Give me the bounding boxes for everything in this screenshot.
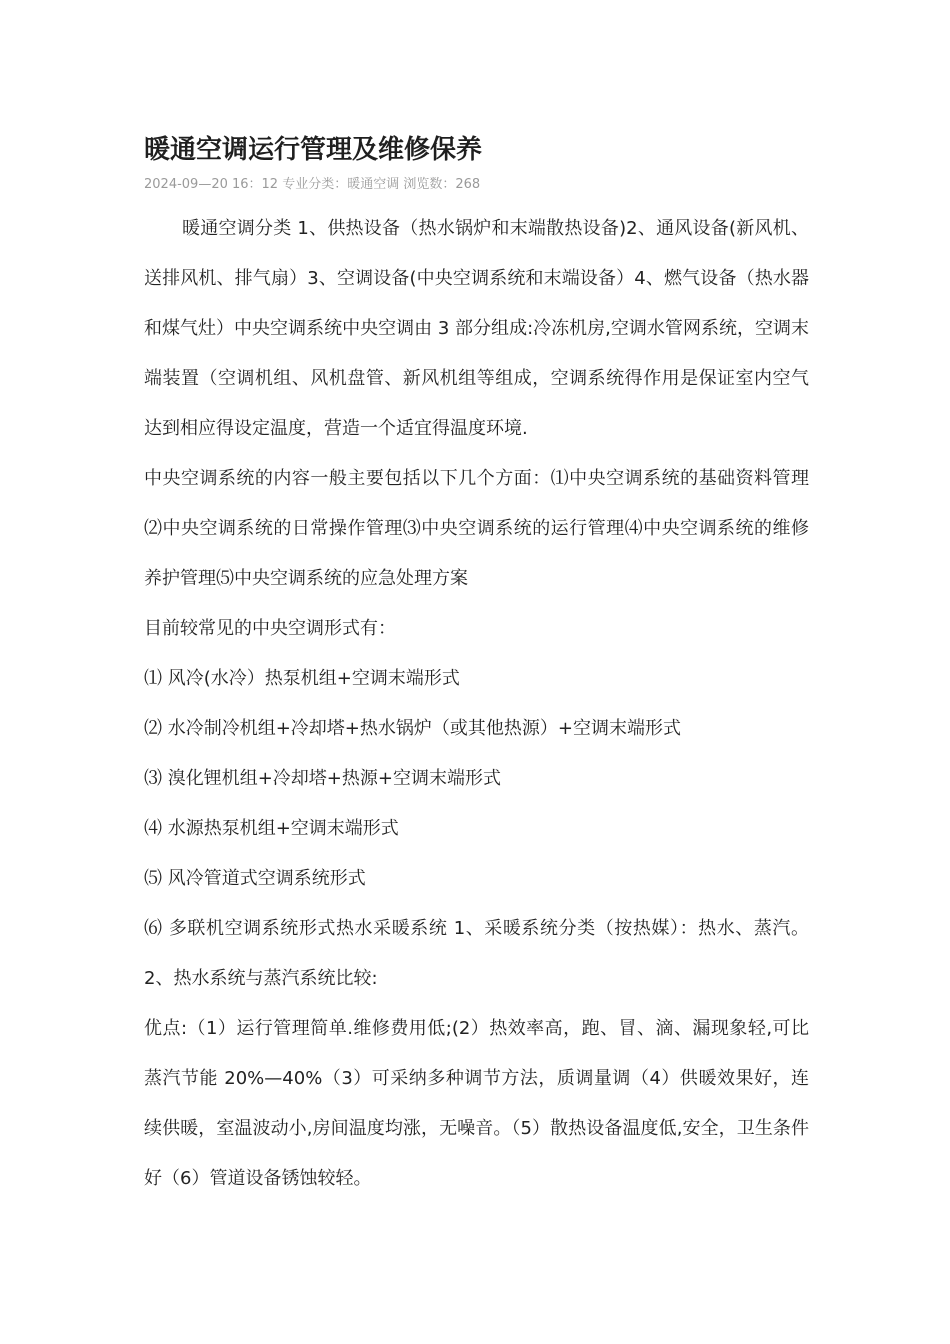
paragraph-hvac-classification: 暖通空调分类 1、供热设备（热水锅炉和末端散热设备)2、通风设备(新风机、送排风机、排气扇）3、空调设备(中央空调系统和末端设备）4、燃气设备（热水器和煤气灶）中央空调系统中央空调由 3 部分组成:冷冻机房,空调水管网系统，空调末端装置（空调机组、风机盘管、新风机组等组成，空调系统得作用是保证室内空气达到相应得设定温度，营造一个适宜得温度环境. xyxy=(144,218,809,439)
list-item-form-4: ⑷ 水源热泵机组+空调末端形式 xyxy=(144,818,399,839)
list-item-form-6: ⑹ 多联机空调系统形式热水采暖系统 1、采暖系统分类（按热媒）：热水、蒸汽。2、热水系统与蒸汽系统比较: xyxy=(144,918,809,989)
paragraph-common-forms-heading: 目前较常见的中央空调形式有： xyxy=(144,618,396,639)
list-item-form-1: ⑴ 风冷(水冷）热泵机组+空调末端形式 xyxy=(144,668,460,689)
article-title: 暖通空调运行管理及维修保养 xyxy=(144,135,483,165)
list-item-form-2: ⑵ 水冷制冷机组+冷却塔+热水锅炉（或其他热源）+空调末端形式 xyxy=(144,718,681,739)
paragraph-central-ac-content: 中央空调系统的内容一般主要包括以下几个方面：⑴中央空调系统的基础资料管理⑵中央空调系统的日常操作管理⑶中央空调系统的运行管理⑷中央空调系统的维修养护管理⑸中央空调系统的应急处理方案 xyxy=(144,468,809,589)
article-meta: 2024-09—20 16：12 专业分类：暖通空调 浏览数：268 xyxy=(144,177,481,192)
list-item-form-3: ⑶ 溴化锂机组+冷却塔+热源+空调末端形式 xyxy=(144,768,501,789)
list-item-form-5: ⑸ 风冷管道式空调系统形式 xyxy=(144,868,366,889)
document-page xyxy=(144,130,809,1204)
paragraph-advantages: 优点:（1）运行管理简单.维修费用低;(2）热效率高，跑、冒、滴、漏现象轻,可比蒸汽节能 20%—40%（3）可采纳多种调节方法，质调量调（4）供暖效果好，连续供暖，室温波动小,房间温度均涨，无噪音。（5）散热设备温度低,安全，卫生条件好（6）管道设备锈蚀较轻。 xyxy=(144,1018,809,1189)
